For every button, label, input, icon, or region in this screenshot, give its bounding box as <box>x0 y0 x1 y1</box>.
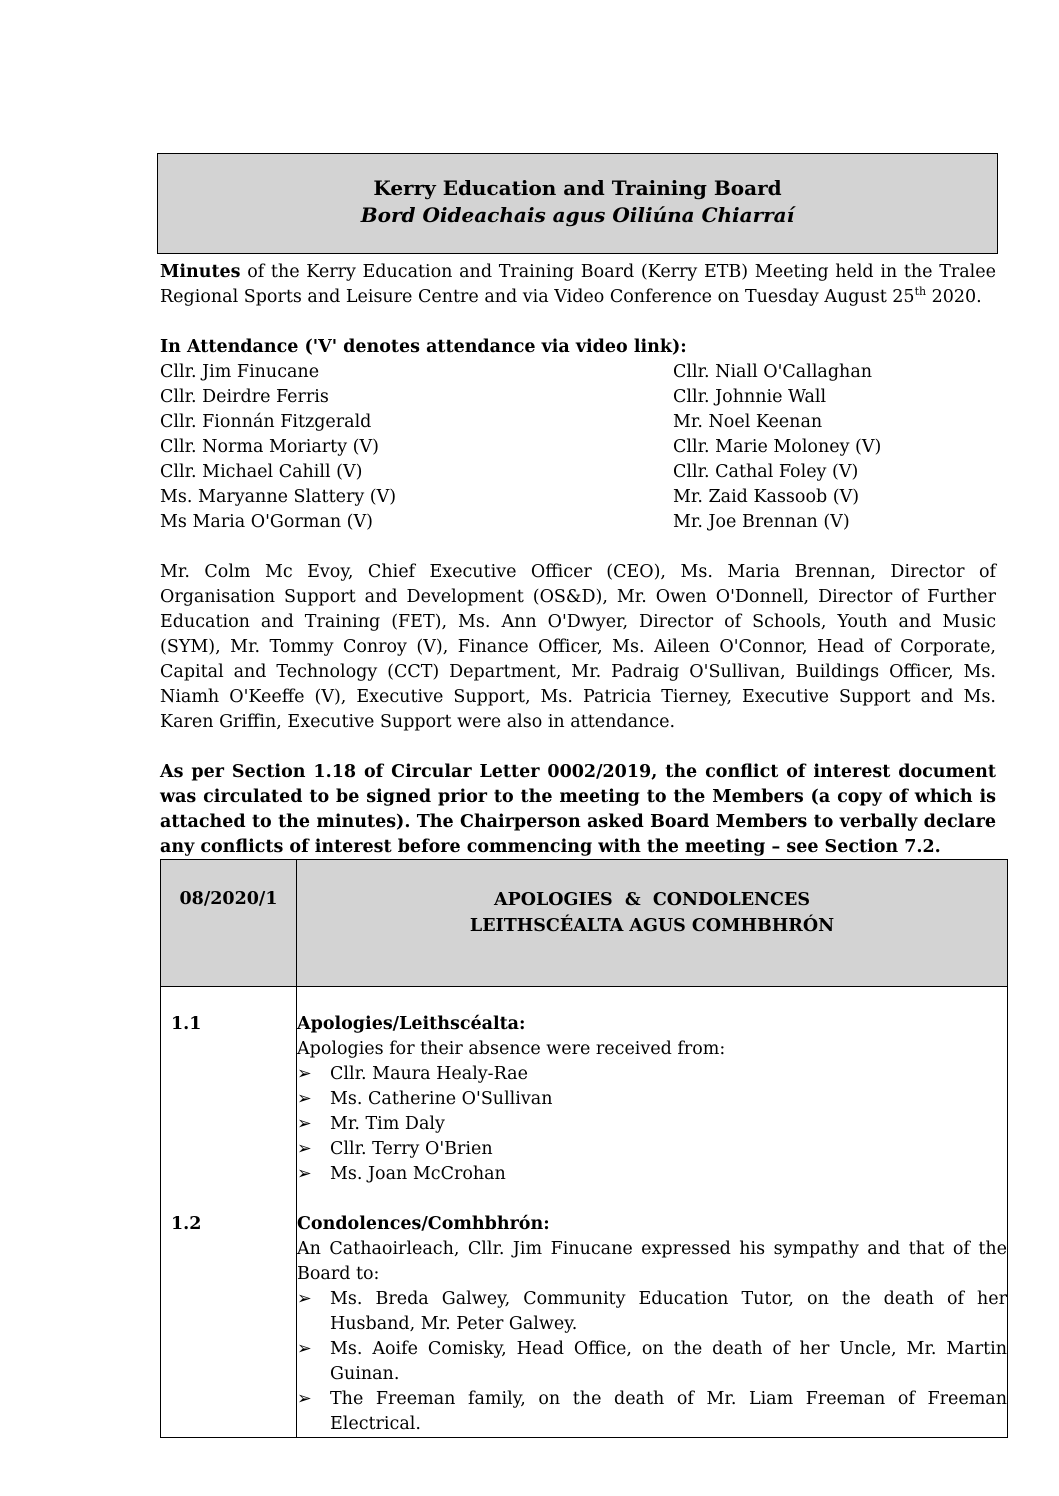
staff-attendance-paragraph: Mr. Colm Mc Evoy, Chief Executive Officer (CEO), Ms. Maria Brennan, Director of Organisation Support and Development (OS&D), Mr. Owen O'Donnell, Director of Further Education and Training (FET), Ms. Ann O'Dwyer, Director of Schools, Youth and Music (SYM), Mr. Tommy Conroy (V), Finance Officer, Ms. Aileen O'Connor, Head of Corporate, Capital and Technology (CCT) Department, Mr. Padraig O'Sullivan, Buildings Officer, Ms. Niamh O'Keeffe (V), Executive Support, Ms. Patricia Tierney, Executive Support and Ms. Karen Griffin, Executive Support were also in attendance. <box>160 562 996 732</box>
list-item: ➢ Mr. Tim Daly <box>297 1112 1007 1137</box>
arrow-bullet-icon: ➢ <box>297 1339 312 1359</box>
board-title-irish: Bord Oideachais agus Oiliúna Chiarraí <box>360 203 795 227</box>
minutes-intro <box>160 260 996 310</box>
attendance-heading: In Attendance ('V' denotes attendance via video link): <box>160 337 687 357</box>
arrow-bullet-icon: ➢ <box>297 1114 312 1134</box>
attendee: Ms Maria O'Gorman (V) <box>160 512 373 532</box>
agenda-body-row <box>161 987 1008 1438</box>
section-number-1-2: 1.2 <box>171 1214 202 1234</box>
title-box <box>157 153 998 254</box>
attendee: Mr. Noel Keenan <box>673 412 823 432</box>
arrow-bullet-icon: ➢ <box>297 1389 312 1409</box>
attendance-left-column <box>160 360 396 535</box>
list-item: ➢ Ms. Joan McCrohan <box>297 1162 1007 1187</box>
section-content-cell <box>297 987 1008 1438</box>
minutes-text-a: of the Kerry Education and Training Board (Kerry ETB) Meeting held in the Tralee Regional Sports and Leisure Centre and via Video Conference on Tuesday August 25 <box>160 262 996 307</box>
apologies-list <box>297 1062 1007 1187</box>
attendee: Cllr. Cathal Foley (V) <box>673 462 859 482</box>
section-intro: Apologies for their absence were received from: <box>297 1039 726 1059</box>
attendee: Cllr. Deirdre Ferris <box>160 387 329 407</box>
attendee: Cllr. Norma Moriarty (V) <box>160 437 379 457</box>
attendee: Cllr. Johnnie Wall <box>673 387 827 407</box>
list-item: ➢ The Freeman family, on the death of Mr. Liam Freeman of Freeman Electrical. <box>297 1389 1007 1434</box>
section-1-2 <box>297 1212 1007 1437</box>
attendee: Cllr. Fionnán Fitzgerald <box>160 412 372 432</box>
minutes-text-b: 2020. <box>926 287 982 307</box>
attendee: Ms. Maryanne Slattery (V) <box>160 487 397 507</box>
list-item: ➢ Ms. Breda Galwey, Community Education Tutor, on the death of her Husband, Mr. Peter Galwey. <box>297 1289 1007 1334</box>
agenda-title-english: APOLOGIES & CONDOLENCES <box>494 890 810 910</box>
attendee: Cllr. Niall O'Callaghan <box>673 362 873 382</box>
condolences-list <box>297 1287 1007 1437</box>
board-title-english: Kerry Education and Training Board <box>373 176 782 200</box>
list-item: ➢ Ms. Catherine O'Sullivan <box>297 1087 1007 1112</box>
agenda-item-title <box>297 860 1008 987</box>
section-1-1 <box>297 1012 1007 1187</box>
arrow-bullet-icon: ➢ <box>297 1289 312 1309</box>
list-item: ➢ Cllr. Terry O'Brien <box>297 1137 1007 1162</box>
list-item: ➢ Ms. Aoife Comisky, Head Office, on the death of her Uncle, Mr. Martin Guinan. <box>297 1339 1007 1384</box>
agenda-table <box>160 859 1008 1438</box>
attendance-right-column <box>673 360 881 535</box>
section-heading-condolences: Condolences/Comhbhrón: <box>297 1214 550 1234</box>
list-item: ➢ Cllr. Maura Healy-Rae <box>297 1062 1007 1087</box>
conflict-of-interest-paragraph: As per Section 1.18 of Circular Letter 0002/2019, the conflict of interest document was circulated to be signed prior to the meeting to the Members (a copy of which is attached to the minutes). The Chairperson asked Board Members to verbally declare any conflicts of interest before commencing with the meeting – see Section 7.2. <box>160 762 996 857</box>
attendee: Cllr. Jim Finucane <box>160 362 320 382</box>
arrow-bullet-icon: ➢ <box>297 1164 312 1184</box>
agenda-header-row <box>161 860 1008 987</box>
minutes-sup: th <box>914 285 927 299</box>
agenda-title-irish: LEITHSCÉALTA AGUS COMHBHRÓN <box>469 916 835 936</box>
arrow-bullet-icon: ➢ <box>297 1064 312 1084</box>
section-number-cell <box>161 987 297 1438</box>
attendee: Mr. Zaid Kassoob (V) <box>673 487 860 507</box>
agenda-item-number: 08/2020/1 <box>161 860 297 987</box>
arrow-bullet-icon: ➢ <box>297 1139 312 1159</box>
attendee: Cllr. Marie Moloney (V) <box>673 437 882 457</box>
section-number-1-1: 1.1 <box>171 1014 202 1034</box>
attendee: Cllr. Michael Cahill (V) <box>160 462 363 482</box>
section-intro: An Cathaoirleach, Cllr. Jim Finucane expressed his sympathy and that of the Board to: <box>297 1239 1007 1284</box>
arrow-bullet-icon: ➢ <box>297 1089 312 1109</box>
attendee: Mr. Joe Brennan (V) <box>673 512 850 532</box>
section-heading-apologies: Apologies/Leithscéalta: <box>297 1014 526 1034</box>
minutes-lead: Minutes <box>160 262 241 282</box>
